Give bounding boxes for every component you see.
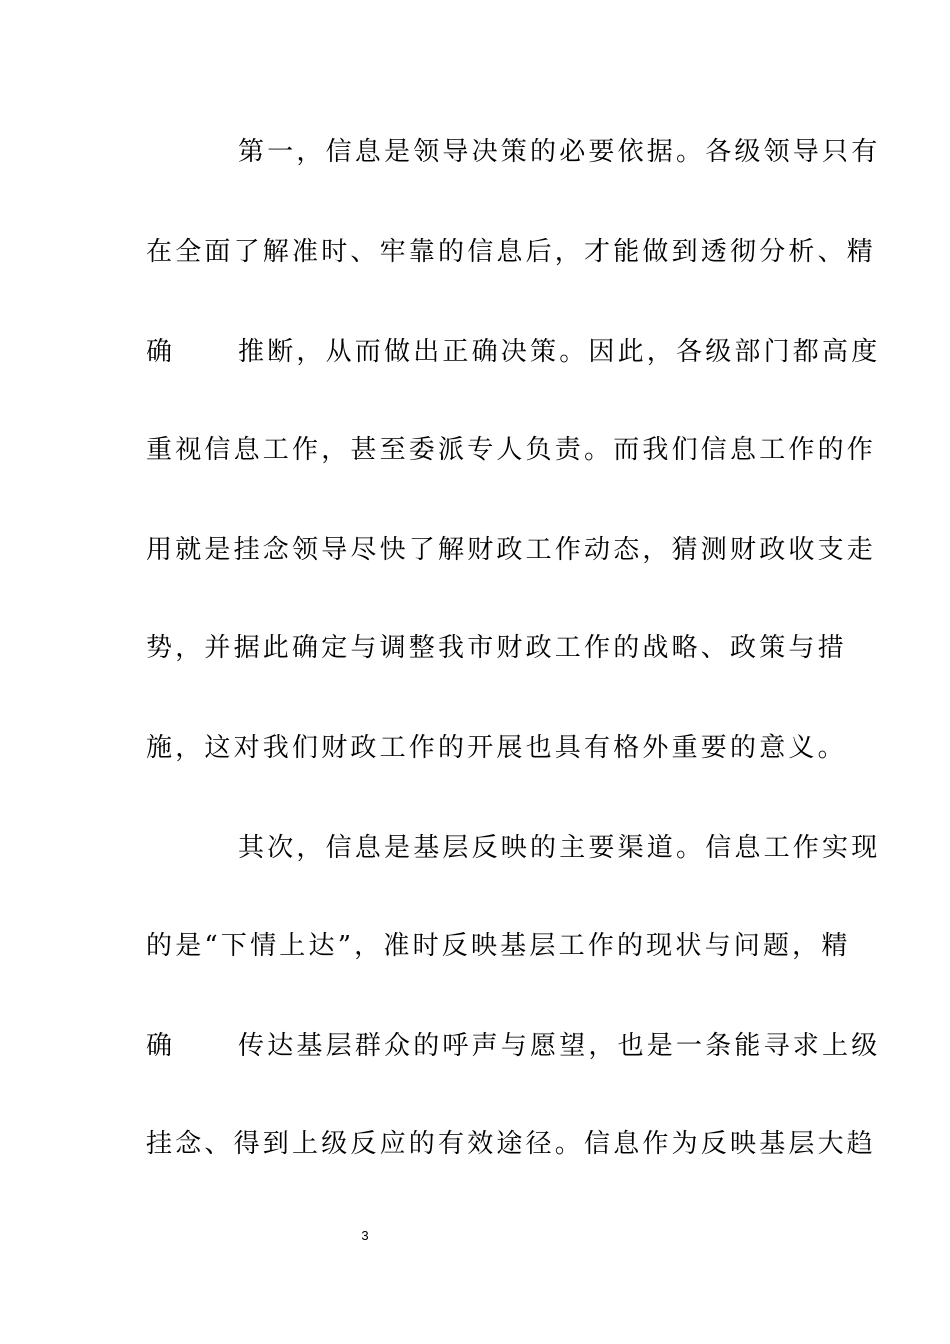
paragraph-1-line-5: 用就是挂念领导尽快了解财政工作动态，猜测财政收支走 (146, 535, 877, 565)
paragraph-1-line-4: 重视信息工作，甚至委派专人负责。而我们信息工作的作 (146, 435, 877, 465)
paragraph-2-line-2: 的是“下情上达”，准时反映基层工作的现状与问题，精 (146, 931, 851, 961)
paragraph-1-line-6: 势，并据此确定与调整我市财政工作的战略、政策与措 (146, 633, 847, 663)
paragraph-2-line-3-rest: 传达基层群众的呼声与愿望，也是一条能寻求上级 (238, 1031, 881, 1061)
paragraph-1-line-7: 施，这对我们财政工作的开展也具有格外重要的意义。 (146, 733, 847, 763)
paragraph-2-line-3 (146, 1026, 881, 1066)
paragraph-2-line-4: 挂念、得到上级反应的有效途径。信息作为反映基层大趋 (146, 1129, 877, 1159)
paragraph-2-line-3-start: 确 (146, 1031, 176, 1061)
paragraph-1-line-3-start: 确 (146, 337, 176, 367)
paragraph-1-line-3 (146, 332, 881, 372)
paragraph-2-line-1: 其次，信息是基层反映的主要渠道。信息工作实现 (238, 833, 881, 863)
paragraph-1-line-2: 在全面了解准时、牢靠的信息后，才能做到透彻分析、精 (146, 237, 877, 267)
page-number: 3 (361, 1228, 369, 1243)
paragraph-1-line-3-rest: 推断，从而做出正确决策。因此，各级部门都高度 (238, 337, 881, 367)
paragraph-1-line-1: 第一，信息是领导决策的必要依据。各级领导只有 (238, 137, 881, 167)
